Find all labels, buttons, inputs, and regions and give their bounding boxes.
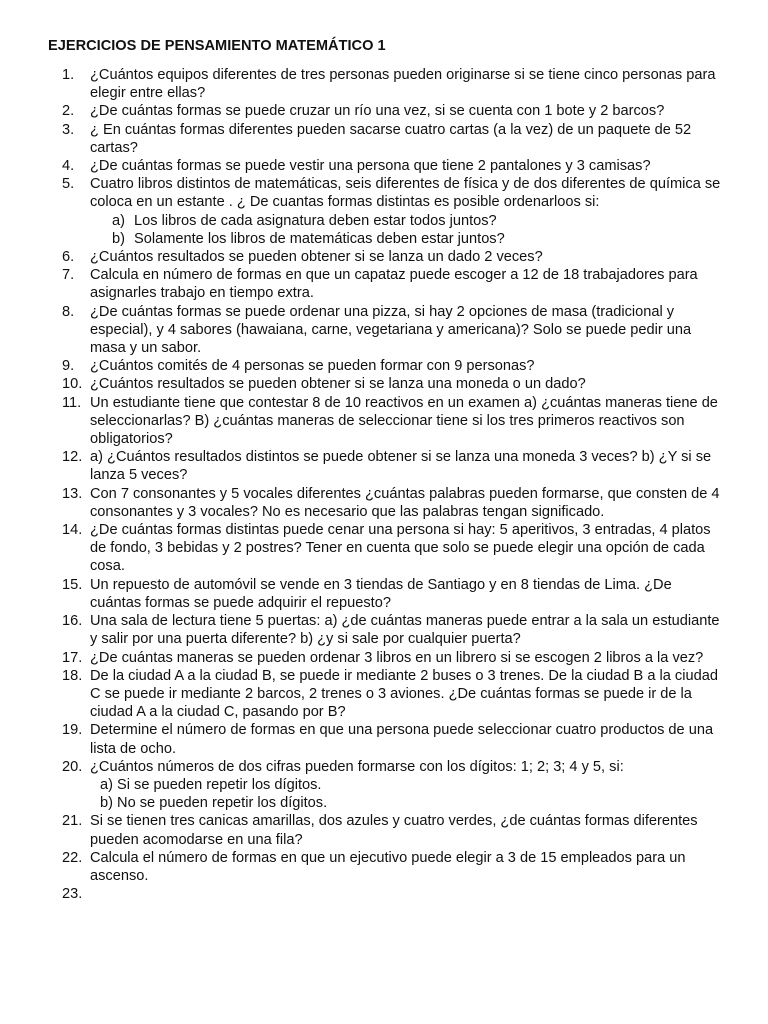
item-text: a) ¿Cuántos resultados distintos se puede obtener si se lanza una moneda 3 veces? b) ¿Y si se lanza 5 veces? <box>90 449 712 484</box>
item-text: ¿Cuántos equipos diferentes de tres personas pueden originarse si se tiene cinco personas para elegir entre ellas? <box>90 67 716 102</box>
item-text: ¿Cuántos resultados se pueden obtener si se lanza un dado 2 veces? <box>90 249 543 266</box>
item-text: ¿De cuántas formas se puede cruzar un río una vez, si se cuenta con 1 bote y 2 barcos? <box>90 103 665 120</box>
item-text: ¿Cuántos comités de 4 personas se pueden formar con 9 personas? <box>90 358 535 375</box>
item-text-main: Cuatro libros distintos de matemáticas, seis diferentes de física y de dos diferentes de química se coloca en un estante . ¿ De cuantas formas distintas es posible ordenarloos si: <box>90 176 721 211</box>
list-item-7 <box>62 266 724 302</box>
list-item-9 <box>62 357 724 375</box>
list-item-12 <box>62 448 724 484</box>
list-item-11 <box>62 394 724 449</box>
sub-item-a <box>90 212 724 230</box>
document-title: EJERCICIOS DE PENSAMIENTO MATEMÁTICO 1 <box>48 38 386 54</box>
item-text: Determine el número de formas en que una persona puede seleccionar cuatro productos de una lista de ocho. <box>90 722 714 757</box>
item-number: 7. <box>62 267 75 284</box>
item-number: 22. <box>62 849 83 866</box>
list-item-20 <box>62 758 724 813</box>
list-item-21 <box>62 812 724 848</box>
list-item-17 <box>62 649 724 667</box>
item-text-main: ¿Cuántos números de dos cifras pueden formarse con los dígitos: 1; 2; 3; 4 y 5, si: <box>90 758 624 775</box>
item-number: 4. <box>62 158 75 175</box>
item-number: 6. <box>62 249 75 266</box>
item-text: Si se tienen tres canicas amarillas, dos azules y cuatro verdes, ¿de cuántas formas diferentes pueden acomodarse en una fila? <box>90 813 698 848</box>
list-item-15 <box>62 576 724 612</box>
item-number: 13. <box>62 485 83 502</box>
item-number: 5. <box>62 176 75 193</box>
item-number: 15. <box>62 576 83 593</box>
item-number: 12. <box>62 449 83 466</box>
list-item-18 <box>62 667 724 722</box>
item-text: ¿ En cuántas formas diferentes pueden sacarse cuatro cartas (a la vez) de un paquete de 52 cartas? <box>90 121 692 156</box>
sub-item-letter: a) <box>112 212 125 229</box>
item-text <box>90 885 724 903</box>
sub-item-a: a) Si se pueden repetir los dígitos. <box>100 776 322 793</box>
item-text: ¿De cuántas formas se puede ordenar una pizza, si hay 2 opciones de masa (tradicional y especial), y 4 sabores (hawaiana, carne, vegetariana y americana)? Solo se puede pedir una masa y un sabor. <box>90 303 692 357</box>
list-item-22 <box>62 849 724 885</box>
item-text: Un repuesto de automóvil se vende en 3 tiendas de Santiago y en 8 tiendas de Lima. ¿De cuántas formas se puede adquirir el repuesto? <box>90 576 672 611</box>
list-item-16 <box>62 612 724 648</box>
sub-item-text: Los libros de cada asignatura deben estar todos juntos? <box>134 212 497 229</box>
item-text: Calcula el número de formas en que un ejecutivo puede elegir a 3 de 15 empleados para un ascenso. <box>90 849 686 884</box>
item-text: ¿Cuántos resultados se pueden obtener si se lanza una moneda o un dado? <box>90 376 586 393</box>
item-number: 9. <box>62 358 75 375</box>
item-number: 18. <box>62 667 83 684</box>
list-item-13 <box>62 485 724 521</box>
item-text: Con 7 consonantes y 5 vocales diferentes ¿cuántas palabras pueden formarse, que consten de 4 consonantes y 3 vocales? No es necesario que las palabras tengan significado. <box>90 485 720 520</box>
sub-item-letter: b) <box>112 230 125 247</box>
list-item-5 <box>62 175 724 248</box>
item-number: 17. <box>62 649 83 666</box>
list-item-1 <box>62 66 724 102</box>
item-number: 3. <box>62 121 75 138</box>
item-number: 23. <box>62 886 83 903</box>
list-item-2 <box>62 102 724 120</box>
list-item-8 <box>62 303 724 358</box>
sub-item-b <box>90 230 724 248</box>
list-item-19 <box>62 721 724 757</box>
sub-item-b: b) No se pueden repetir los dígitos. <box>100 795 328 812</box>
item-text <box>90 758 724 813</box>
item-text <box>90 175 724 248</box>
item-number: 10. <box>62 376 83 393</box>
item-text: ¿De cuántas formas se puede vestir una persona que tiene 2 pantalones y 3 camisas? <box>90 158 651 175</box>
item-number: 11. <box>62 394 82 411</box>
list-item-23 <box>62 885 724 903</box>
item-text: De la ciudad A a la ciudad B, se puede ir mediante 2 buses o 3 trenes. De la ciudad B a la ciudad C se puede ir mediante 2 barcos, 2 trenes o 3 aviones. ¿De cuántas formas se puede ir de la ciudad A a la ciudad C, pasando por B? <box>90 667 718 721</box>
item-text: ¿De cuántas maneras se pueden ordenar 3 libros en un librero si se escogen 2 libros a la vez? <box>90 649 704 666</box>
item-number: 1. <box>62 67 75 83</box>
item-number: 21. <box>62 813 83 830</box>
item-number: 8. <box>62 303 75 320</box>
item-number: 2. <box>62 103 75 120</box>
list-item-14 <box>62 521 724 576</box>
list-item-6 <box>62 248 724 266</box>
item-text: Un estudiante tiene que contestar 8 de 10 reactivos en un examen a) ¿cuántas maneras tiene de seleccionarlas? B) ¿cuántas maneras de seleccionar tiene si los tres primeros reactivos son obligatorios? <box>90 394 718 448</box>
list-item-4 <box>62 157 724 175</box>
list-item-10 <box>62 375 724 393</box>
exercise-list <box>62 66 724 903</box>
list-item-3 <box>62 121 724 157</box>
item-number: 20. <box>62 758 83 775</box>
item-text: ¿De cuántas formas distintas puede cenar una persona si hay: 5 aperitivos, 3 entradas, 4 platos de fondo, 3 bebidas y 2 postres? Tener en cuenta que solo se puede elegir una opción de cada cosa. <box>90 522 711 575</box>
item-number: 16. <box>62 613 83 630</box>
item-number: 14. <box>62 522 83 539</box>
item-number: 19. <box>62 722 83 739</box>
sub-item-text: Solamente los libros de matemáticas deben estar juntos? <box>134 230 505 247</box>
item-text: Calcula en número de formas en que un capataz puede escoger a 12 de 18 trabajadores para asignarles trabajo en tiempo extra. <box>90 267 698 302</box>
item-text: Una sala de lectura tiene 5 puertas: a) ¿de cuántas maneras puede entrar a la sala un estudiante y salir por una puerta diferente? b) ¿y si sale por cualquier puerta? <box>90 613 720 648</box>
